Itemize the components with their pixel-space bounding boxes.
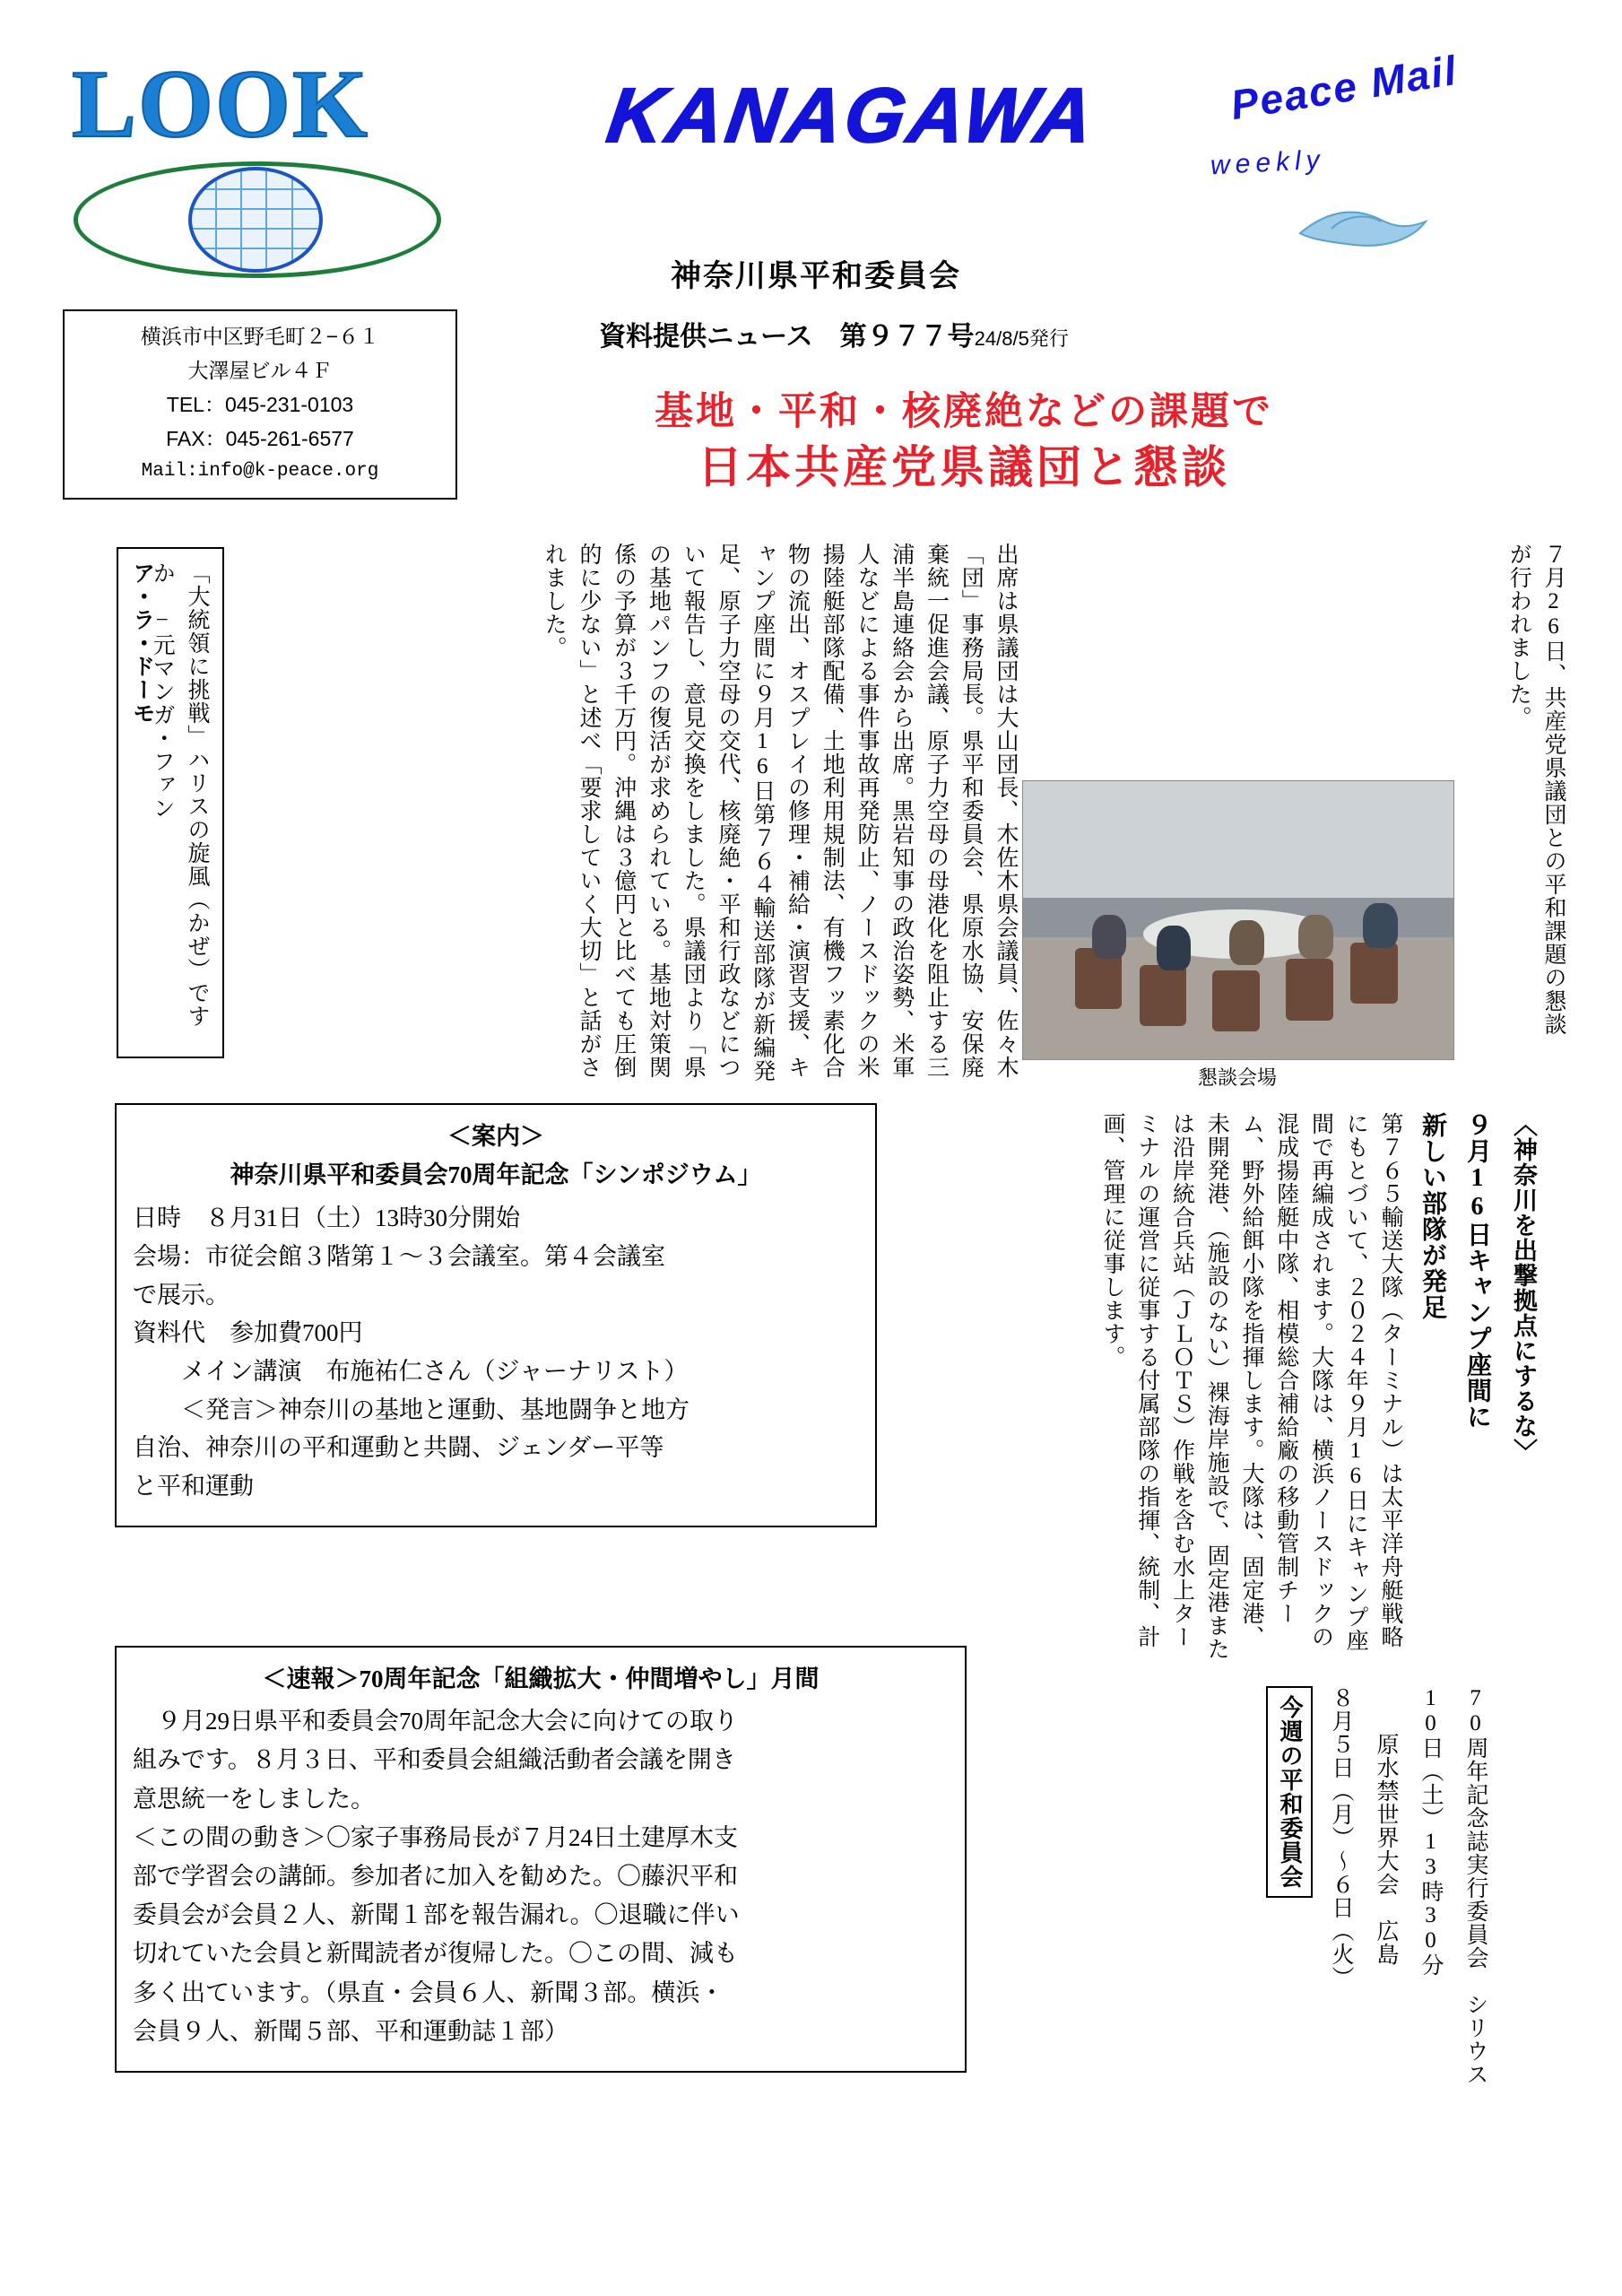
- weekly-text: weekly: [1210, 144, 1326, 181]
- headline-line2: 日本共産党県議団と懇談: [698, 442, 1230, 493]
- look-logo-text: LOOK: [72, 51, 370, 158]
- issue-date: 24/8/5発行: [974, 327, 1069, 350]
- week-schedule-item-2: 原水禁世界大会 広島: [1374, 1686, 1398, 1966]
- announcement-line-3: 資料代 参加費700円: [133, 1319, 363, 1347]
- kanagawa-text: KANAGAWA: [602, 73, 1102, 159]
- peace-mail-text: Peace Mail: [1227, 46, 1462, 129]
- issue-number: [520, 314, 1148, 353]
- kanagawa-wordmark: [574, 72, 1130, 161]
- camp-zama-headline-3: 新しい部隊が発足: [1418, 1112, 1446, 1320]
- bulletin-line-2: 意思統一をしました。: [133, 1785, 375, 1813]
- photo-caption: 懇談会場: [1197, 1066, 1277, 1089]
- issue-number-text: 資料提供ニュース 第９７７号: [599, 322, 975, 352]
- bulletin-line-4: 部で学習会の講師。参加者に加入を勧めた。〇藤沢平和: [133, 1862, 738, 1890]
- bulletin-line-8: 会員９人、新聞５部、平和運動誌１部）: [133, 2017, 568, 2045]
- dove-icon: [1291, 184, 1435, 256]
- announcement-title: ＜案内＞: [447, 1123, 544, 1150]
- announcement-line-7: と平和運動: [133, 1472, 254, 1500]
- arado-domo-box: [117, 547, 224, 1058]
- bulletin-line-5: 委員会が会員２人、新聞１部を報告漏れ。〇退職に伴い: [133, 1901, 740, 1929]
- organization-name: 神奈川県平和委員会: [671, 259, 961, 293]
- bulletin-line-0: ９月29日県平和委員会70周年記念大会に向けての取り: [133, 1708, 738, 1735]
- address-line1: 横浜市中区野毛町２−６１: [140, 325, 380, 348]
- announcement-subtitle: 神奈川県平和委員会70周年記念「シンポジウム」: [230, 1161, 762, 1188]
- announcement-line-2: で展示。: [133, 1281, 230, 1309]
- look-logo: [63, 49, 466, 283]
- email-address: Mail:info@k-peace.org: [141, 460, 379, 482]
- camp-zama-headline-2: ９月16日キャンプ座間に: [1463, 1112, 1491, 1430]
- article-column-body: 出席は県議団は大山団長、木佐木県会議員、佐々木「団」事務局長。県平和委員会、県原水協、安保廃棄統一促進会議、原子力空母の母港化を阻止する三浦半島連絡会から出席。黒岩知事の政治姿勢、米軍人などによる事件事故再発防止、ノースドックの米揚陸艇部隊配備、土地利用規制法、有機フッ素化合物の流出、オスプレイの修理・補給・演習支援、キャンプ座間に９月16日第７６４輸送部隊が新編発足、原子力空母の交代、核廃絶・平和行政などについて報告し、意見交換をしました。県議団より「県の基地パンフの復活が求められている。基地対策関係の予算が３千万円。沖縄は３億円と比べても圧倒的に少ない」と述べ「要求していく大切」と話がされました。: [542, 543, 1018, 1083]
- main-headline: [520, 386, 1408, 499]
- arado-domo-title: ア・ラ・ドーモ: [129, 561, 154, 725]
- bulletin-title: ＜速報＞70周年記念「組織拡大・仲間増やし」月間: [262, 1665, 820, 1692]
- announcement-line-6: 自治、神奈川の平和運動と共闘、ジェンダー平等: [133, 1434, 664, 1462]
- headline-line1: 基地・平和・核廃絶などの課題で: [655, 390, 1273, 433]
- address-box: [63, 309, 457, 500]
- telephone: TEL：045-231-0103: [166, 392, 354, 416]
- announcement-box: [115, 1103, 877, 1527]
- week-schedule-title: 今週の平和委員会: [1277, 1695, 1303, 1889]
- bulletin-line-7: 多く出ています。（県直・会員６人、新聞３部。横浜・: [133, 1979, 724, 2006]
- week-schedule-item-4: 70周年記念誌実行委員会 シリウス: [1463, 1686, 1488, 2086]
- announcement-line-0: 日時 ８月31日（土）13時30分開始: [133, 1205, 520, 1232]
- week-schedule-item-1: ８月５日（月）〜６日（火）: [1329, 1686, 1353, 1989]
- camp-zama-body: 第７６５輸送大隊（ターミナル）は太平洋舟艇戦略にもとづいて、２０２４年９月16日にキャンプ座間で再編成されます。大隊は、横浜ノースドックの混成揚陸艇中隊、相模総合補給廠の移動管制チーム、野外給餌小隊を指揮します。大隊は、固定港、未開発港、（施設のない）裸海岸施設で、固定港または沿岸統合兵站（ＪＬＯＴＳ）作戦を含む水上ターミナルの運営に従事する付属部隊の指揮、統制、計画、管理に従事します。: [1100, 1112, 1402, 1661]
- article-column-intro: ７月26日、共産党県議団との平和課題の懇談が行われました。: [1506, 543, 1566, 1036]
- week-schedule-title-box: [1266, 1686, 1313, 1898]
- bulletin-line-6: 切れていた会員と新聞読者が復帰した。〇この間、減も: [133, 1940, 738, 1968]
- announcement-line-4: メイン講演 布施祐仁さん（ジャーナリスト）: [133, 1357, 689, 1385]
- bulletin-box: [115, 1646, 967, 2073]
- bulletin-line-3: ＜この間の動き＞〇家子事務局長が７月24日土建厚木支: [133, 1823, 738, 1851]
- peace-mail-wordmark: [1157, 46, 1542, 260]
- bulletin-line-1: 組みです。８月３日、平和委員会組織活動者会議を開き: [133, 1746, 736, 1774]
- announcement-line-5: ＜発言＞神奈川の基地と運動、基地闘争と地方: [133, 1396, 690, 1423]
- eye-icon: [74, 161, 441, 278]
- camp-zama-headline-1: 〈神奈川を出撃拠点にするな〉: [1510, 1112, 1537, 1464]
- announcement-line-1: 会場：市従会館３階第１〜３会議室。第４会議室: [133, 1242, 665, 1270]
- arado-domo-body: 「大統領に挑戦」ハリスの旋風（かぜ）ですか −元マンガ・ファン: [150, 561, 209, 1028]
- address-line2: 大澤屋ビル４Ｆ: [187, 358, 333, 382]
- week-schedule-item-3: 10日（土）13時30分: [1418, 1686, 1443, 1977]
- fax: FAX：045-261-6577: [166, 426, 354, 450]
- meeting-photo: [1022, 780, 1454, 1060]
